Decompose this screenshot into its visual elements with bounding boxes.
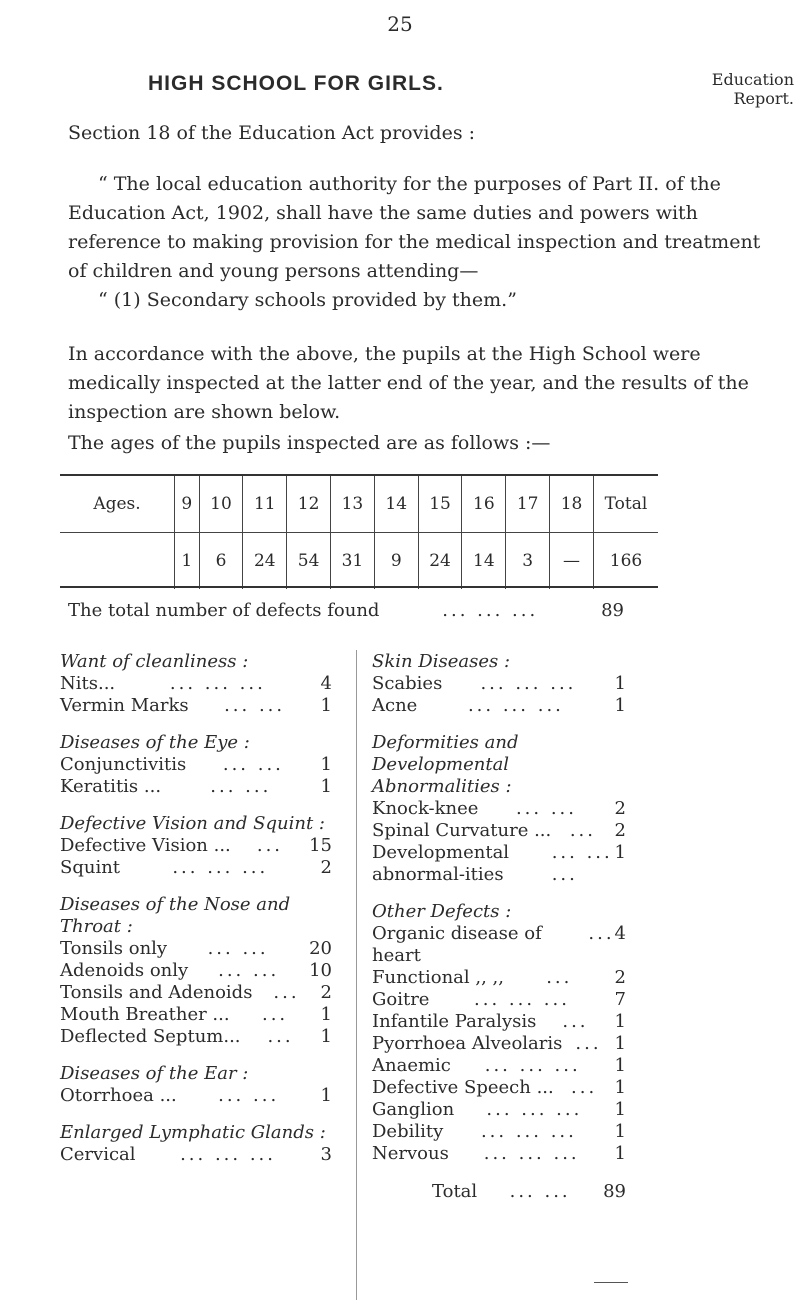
ages-header-cell: 10 xyxy=(199,476,243,533)
defect-row xyxy=(372,1077,626,1099)
defect-label: Nits... xyxy=(60,673,116,694)
defect-dots: ... xyxy=(261,1004,289,1025)
defect-count: 20 xyxy=(309,938,332,959)
defect-row xyxy=(372,798,626,820)
grand-total-value: 89 xyxy=(603,1181,626,1202)
defect-dots: ... ... xyxy=(218,1085,280,1106)
defect-label: Developmental abnormal-ities xyxy=(372,842,510,885)
ages-header-cell: 12 xyxy=(287,476,331,533)
defect-label: Deflected Septum... xyxy=(60,1026,241,1047)
defect-count: 1 xyxy=(614,1077,626,1098)
defect-row xyxy=(60,695,332,717)
total-defects-value: 89 xyxy=(601,600,624,621)
defect-category-title: Defective Vision and Squint : xyxy=(60,813,325,834)
page-number: 25 xyxy=(387,12,413,36)
defect-category-title: Want of cleanliness : xyxy=(60,651,249,672)
defect-row xyxy=(372,1121,626,1143)
defect-row xyxy=(372,1099,626,1121)
ages-value-cell: 14 xyxy=(462,533,506,590)
defect-count: 7 xyxy=(614,989,626,1010)
defect-dots: ... ... ... xyxy=(480,673,577,694)
defect-dots: ... ... ... xyxy=(484,1055,581,1076)
defect-row xyxy=(372,673,626,695)
ages-value-cell: 9 xyxy=(374,533,418,590)
defect-count: 2 xyxy=(320,857,332,878)
column-divider xyxy=(356,650,357,1300)
defect-row xyxy=(372,989,626,1011)
ages-value-cell: 6 xyxy=(199,533,243,590)
ages-value-cell: 3 xyxy=(506,533,550,590)
defect-label: Organic disease of heart xyxy=(372,923,542,966)
defect-dots: ... xyxy=(588,923,615,944)
defect-count: 1 xyxy=(614,1033,626,1054)
defect-count: 1 xyxy=(614,1121,626,1142)
defect-row xyxy=(372,695,626,717)
defect-dots: ... ... ... xyxy=(486,1099,583,1120)
ages-header-cell: 11 xyxy=(243,476,287,533)
defect-dots: ... ... xyxy=(207,938,269,959)
defect-count: 1 xyxy=(320,1026,332,1047)
defect-category-title: Diseases of the Eye : xyxy=(60,732,250,753)
defect-label: Functional ,, ,, xyxy=(372,967,504,988)
defect-count: 4 xyxy=(614,923,626,944)
defect-label: Spinal Curvature ... xyxy=(372,820,552,841)
defect-row xyxy=(60,673,332,695)
defect-row xyxy=(60,1144,332,1166)
defect-row xyxy=(372,820,626,842)
defect-label: Adenoids only xyxy=(60,960,189,981)
defect-dots: ... xyxy=(546,967,573,988)
defect-row xyxy=(372,967,626,989)
defect-count: 4 xyxy=(320,673,332,694)
defect-count: 1 xyxy=(320,1004,332,1025)
right-defects-column xyxy=(372,651,626,1203)
quoted-subsection: “ (1) Secondary schools provided by them.” xyxy=(98,289,517,311)
grand-total-dots: ... ... xyxy=(509,1181,571,1202)
page-heading: HIGH SCHOOL FOR GIRLS. xyxy=(148,72,444,95)
defect-label: Conjunctivitis xyxy=(60,754,187,775)
defect-row xyxy=(60,835,332,857)
defect-dots: ... ... ... xyxy=(551,842,613,885)
defect-label: Tonsils and Adenoids xyxy=(60,982,253,1003)
defect-count: 1 xyxy=(320,776,332,797)
grand-total-label: Total xyxy=(432,1181,478,1202)
defect-label: Tonsils only xyxy=(60,938,168,959)
defect-row xyxy=(60,960,332,982)
defect-count: 2 xyxy=(320,982,332,1003)
defect-count: 15 xyxy=(309,835,332,856)
defect-row xyxy=(372,1033,626,1055)
ages-header-row xyxy=(60,476,658,533)
defect-category-title: Diseases of the Nose and Throat : xyxy=(60,894,291,937)
ages-values-row xyxy=(60,533,658,590)
defect-dots: ... ... ... xyxy=(483,1143,580,1164)
ages-value-cell: 54 xyxy=(287,533,331,590)
defect-row xyxy=(60,1026,332,1048)
ages-header-cell: 14 xyxy=(374,476,418,533)
defect-count: 1 xyxy=(614,1011,626,1032)
defect-count: 1 xyxy=(614,842,626,863)
margin-note-line: Education xyxy=(711,70,794,89)
defect-label: Ganglion xyxy=(372,1099,455,1120)
defect-label: Defective Speech ... xyxy=(372,1077,554,1098)
left-defects-column xyxy=(60,651,332,1166)
total-rule xyxy=(594,1282,628,1283)
intro-text: Section 18 of the Education Act provides : xyxy=(68,122,476,144)
defect-dots: ... ... xyxy=(210,776,272,797)
defect-label: Keratitis ... xyxy=(60,776,162,797)
defect-label: Acne xyxy=(372,695,418,716)
defect-category-title: Deformities and Developmental Abnormalities : xyxy=(372,732,519,797)
defect-count: 1 xyxy=(614,1143,626,1164)
ages-header-cell: Ages. xyxy=(60,476,175,533)
ages-value-cell xyxy=(60,533,175,590)
defect-row xyxy=(60,857,332,879)
defect-dots: ... xyxy=(256,835,284,856)
table-bottom-rule xyxy=(60,586,658,588)
defect-count: 1 xyxy=(614,1099,626,1120)
defect-label: Goitre xyxy=(372,989,430,1010)
defect-label: Squint xyxy=(60,857,121,878)
total-defects-dots: ... ... ... xyxy=(442,600,539,621)
defect-row xyxy=(60,1004,332,1026)
defect-label: Anaemic xyxy=(372,1055,451,1076)
defect-row xyxy=(60,1085,332,1107)
quoted-provision: “ The local education authority for the purposes of Part II. of the Education Act, 1902, shall have the same duties and powers with reference to making provision for the medical inspection and treatment of children and young persons attending— xyxy=(68,173,761,282)
defect-label: Knock-knee xyxy=(372,798,479,819)
defect-row xyxy=(372,1055,626,1077)
ages-header-cell: 17 xyxy=(506,476,550,533)
defect-row xyxy=(60,776,332,798)
ages-value-cell: — xyxy=(550,533,594,590)
ages-value-cell: 1 xyxy=(175,533,200,590)
defect-dots: ... ... xyxy=(515,798,578,819)
defect-label: Debility xyxy=(372,1121,444,1142)
defect-label: Otorrhoea ... xyxy=(60,1085,177,1106)
defect-count: 1 xyxy=(614,695,626,716)
inspection-paragraph: In accordance with the above, the pupils at the High School were medically inspected at the latter end of the year, and the results of the inspection are shown below. xyxy=(68,343,749,423)
ages-header-cell: 16 xyxy=(462,476,506,533)
defect-row xyxy=(372,1143,626,1165)
defect-dots: ... ... ... xyxy=(169,673,266,694)
total-defects-line xyxy=(68,600,624,622)
defect-count: 1 xyxy=(320,1085,332,1106)
ages-value-cell: 24 xyxy=(243,533,287,590)
defect-dots: ... ... ... xyxy=(172,857,269,878)
ages-value-cell: 31 xyxy=(331,533,375,590)
defect-category-title: Enlarged Lymphatic Glands : xyxy=(60,1122,326,1143)
defect-count: 1 xyxy=(320,754,332,775)
defect-row xyxy=(60,754,332,776)
grand-total-row xyxy=(372,1181,626,1203)
ages-intro: The ages of the pupils inspected are as follows :— xyxy=(68,432,551,454)
defect-row xyxy=(372,1011,626,1033)
defect-count: 1 xyxy=(614,673,626,694)
total-defects-label: The total number of defects found xyxy=(68,600,380,621)
margin-note-line: Report. xyxy=(733,89,794,108)
defect-label: Pyorrhoea Alveolaris xyxy=(372,1033,563,1054)
defect-label: Scabies xyxy=(372,673,443,694)
defect-label: Vermin Marks xyxy=(60,695,189,716)
defect-count: 1 xyxy=(614,1055,626,1076)
defect-row xyxy=(372,842,626,886)
ages-header-cell: 18 xyxy=(550,476,594,533)
defect-dots: ... xyxy=(569,820,596,841)
defect-count: 1 xyxy=(320,695,332,716)
ages-header-cell: Total xyxy=(594,476,659,533)
ages-header-cell: 15 xyxy=(418,476,462,533)
ages-table xyxy=(60,476,658,589)
defect-dots: ... ... xyxy=(218,960,280,981)
defect-label: Cervical xyxy=(60,1144,136,1165)
defect-label: Defective Vision ... xyxy=(60,835,231,856)
defect-dots: ... xyxy=(562,1011,589,1032)
defect-row xyxy=(60,938,332,960)
defect-dots: ... ... xyxy=(222,754,284,775)
defect-label: Mouth Breather ... xyxy=(60,1004,230,1025)
ages-value-cell: 166 xyxy=(594,533,659,590)
defect-dots: ... ... ... xyxy=(180,1144,277,1165)
defect-category-title: Skin Diseases : xyxy=(372,651,511,672)
defect-count: 2 xyxy=(614,967,626,988)
defect-count: 3 xyxy=(320,1144,332,1165)
defect-category-title: Diseases of the Ear : xyxy=(60,1063,249,1084)
defect-count: 2 xyxy=(614,798,626,819)
defect-dots: ... ... ... xyxy=(467,695,564,716)
defect-label: Nervous xyxy=(372,1143,449,1164)
defect-dots: ... xyxy=(267,1026,294,1047)
ages-header-cell: 13 xyxy=(331,476,375,533)
defect-dots: ... ... ... xyxy=(480,1121,577,1142)
defect-category-title: Other Defects : xyxy=(372,901,512,922)
defect-dots: ... ... xyxy=(224,695,286,716)
defect-count: 10 xyxy=(309,960,332,981)
defect-count: 2 xyxy=(614,820,626,841)
defect-dots: ... xyxy=(273,982,300,1003)
margin-note xyxy=(712,70,794,108)
defect-dots: ... xyxy=(575,1033,602,1054)
defect-label: Infantile Paralysis xyxy=(372,1011,537,1032)
defect-row xyxy=(372,923,626,967)
ages-header-cell: 9 xyxy=(175,476,200,533)
ages-value-cell: 24 xyxy=(418,533,462,590)
defect-dots: ... ... ... xyxy=(474,989,570,1010)
defect-row xyxy=(60,982,332,1004)
defect-dots: ... xyxy=(571,1077,598,1098)
